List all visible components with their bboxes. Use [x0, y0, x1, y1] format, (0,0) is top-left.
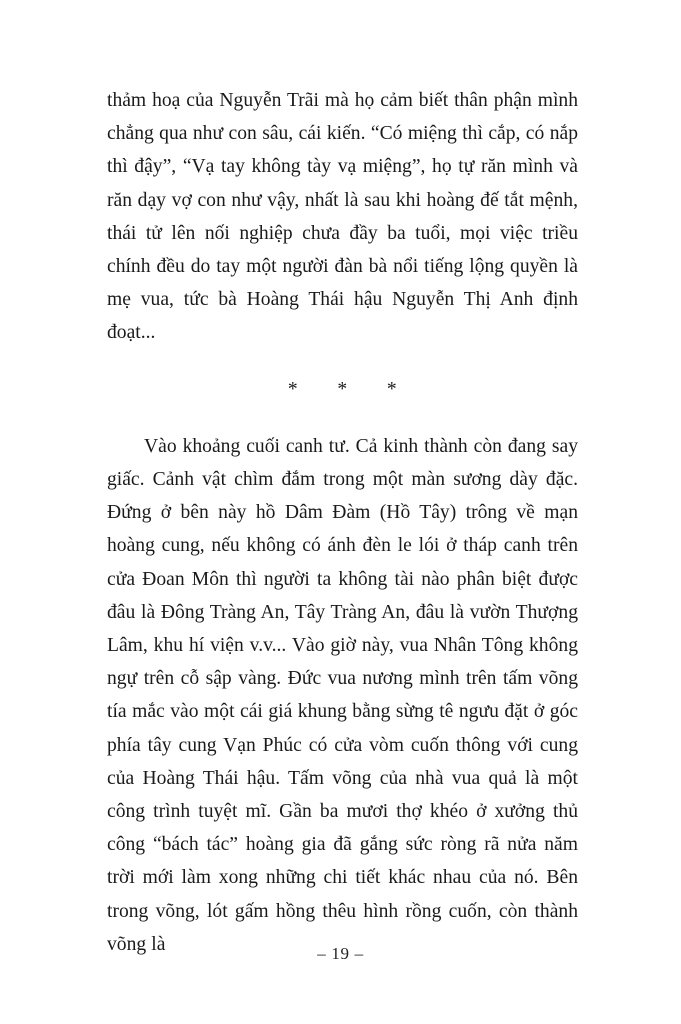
spacer-below-divider — [107, 406, 578, 430]
asterisk-glyph-2: * — [337, 378, 348, 400]
page-number-folio: – 19 – — [317, 944, 364, 963]
scene-break-divider — [107, 373, 578, 406]
paragraph-second: Vào khoảng cuối canh tư. Cả kinh thành còn đang say giấc. Cảnh vật chìm đắm trong một màn sương dày đặc. Đứng ở bên này hồ Dâm Đàm (Hồ Tây) trông về mạn hoàng cung, nếu không có ánh đèn le lói ở tháp canh trên cửa Đoan Môn thì người ta không tài nào phân biệt được đâu là Đông Tràng An, Tây Tràng An, đâu là vườn Thượng Lâm, khu hí viện v.v... Vào giờ này, vua Nhân Tông không ngự trên cỗ sập vàng. Đức vua nương mình trên tấm võng tía mắc vào một cái giá khung bằng sừng tê ngưu đặt ở góc phía tây cung Vạn Phúc có cửa vòm cuốn thông với cung của Hoàng Thái hậu. Tấm võng của nhà vua quả là một công trình tuyệt mĩ. Gần ba mươi thợ khéo ở xưởng thủ công “bách tác” hoàng gia đã gắng sức ròng rã nửa năm trời mới làm xong những chi tiết khác nhau của nó. Bên trong võng, lót gấm hồng thêu hình rồng cuốn, còn thành võng là — [107, 435, 578, 955]
asterisk-glyph-3: * — [386, 378, 398, 400]
asterisk-glyph-1: * — [287, 378, 299, 400]
spacer-above-divider — [107, 350, 578, 373]
paragraph-first: thảm hoạ của Nguyễn Trãi mà họ cảm biết thân phận mình chẳng qua như con sâu, cái kiến. “Có miệng thì cắp, có nắp thì đậy”, “Vạ tay không tày vạ miệng”, họ tự răn mình và răn dạy vợ con như vậy, nhất là sau khi hoàng đế tắt mệnh, thái tử lên nối nghiệp chưa đầy ba tuổi, mọi việc triều chính đều do tay một người đàn bà nổi tiếng lộng quyền là mẹ vua, tức bà Hoàng Thái hậu Nguyễn Thị Anh định đoạt... — [107, 90, 578, 344]
page-text-block — [107, 84, 578, 961]
